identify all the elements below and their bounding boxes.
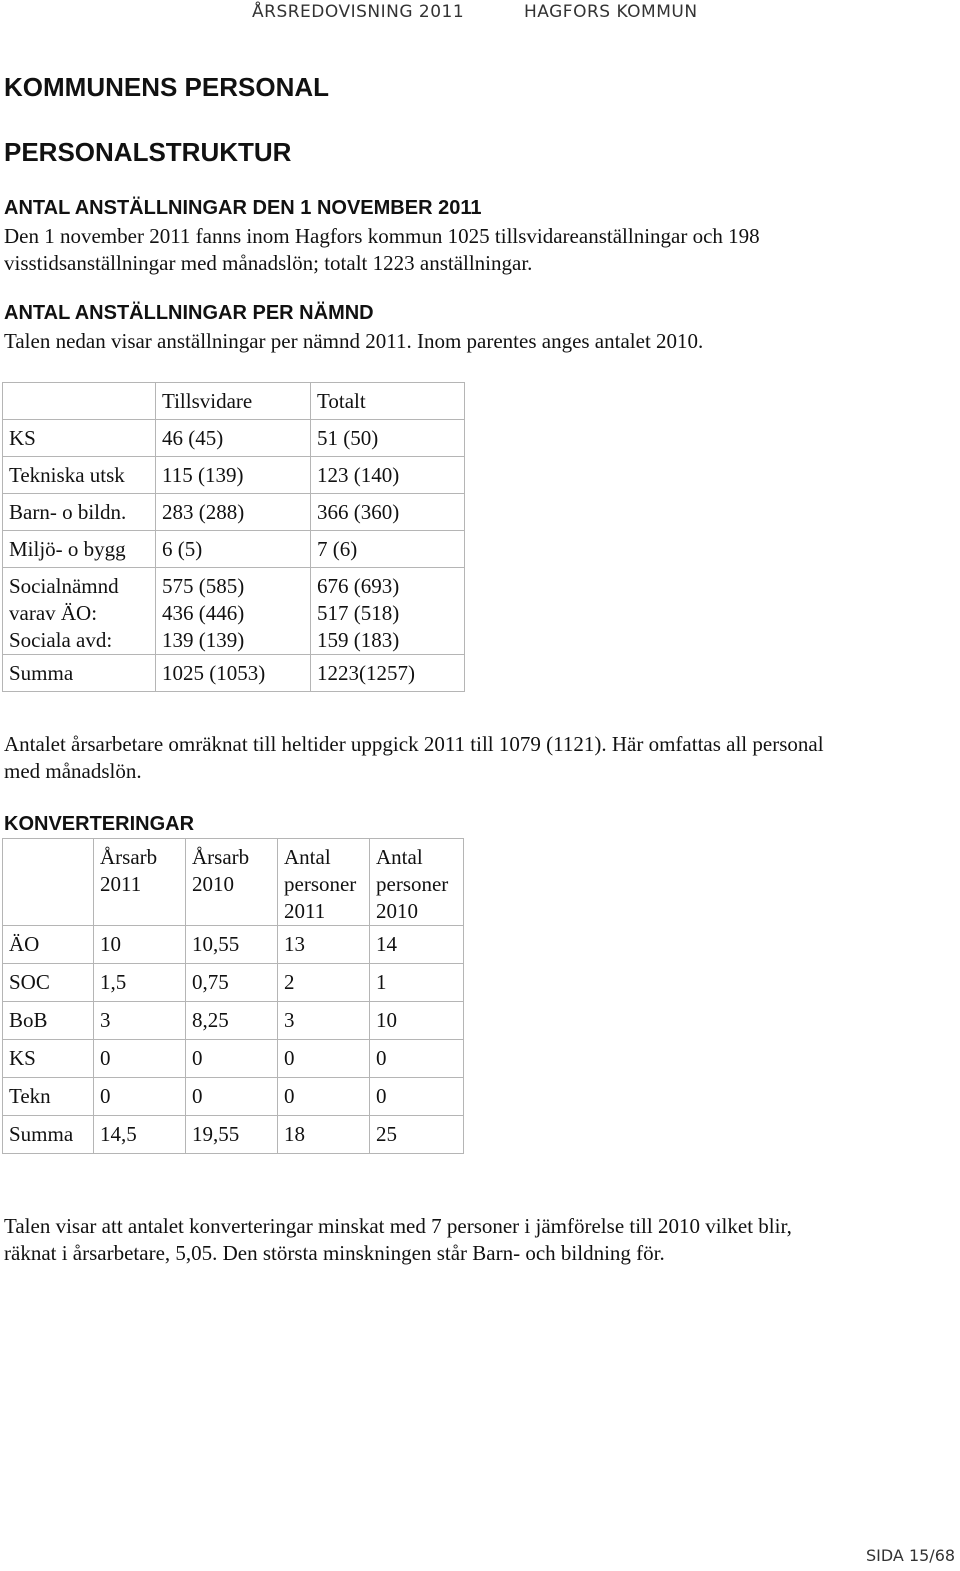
permanent-cell [156, 457, 311, 494]
cell-text: 0 [376, 1084, 387, 1108]
value-cell [186, 1078, 278, 1116]
table-row [3, 964, 464, 1002]
cell-text: 10 [376, 1008, 397, 1032]
table-row [3, 655, 465, 692]
cell-text: 1223(1257) [317, 661, 415, 685]
column-header [278, 839, 370, 926]
cell-text: ÄO [9, 932, 40, 956]
table-row [3, 926, 464, 964]
cell-text: 0 [192, 1084, 203, 1108]
column-header [94, 839, 186, 926]
column-header [186, 839, 278, 926]
page-number: SIDA 15/68 [866, 1546, 956, 1565]
value-cell [94, 1116, 186, 1154]
cell-text: 0 [376, 1046, 387, 1070]
running-header [0, 2, 960, 26]
column-header [156, 383, 311, 420]
cell-text: SOC [9, 970, 50, 994]
total-cell [311, 531, 465, 568]
column-header [3, 839, 94, 926]
value-cell [94, 926, 186, 964]
cell-text: 159 (183) [317, 628, 400, 652]
unit-cell [3, 1002, 94, 1040]
cell-text: personer [284, 872, 357, 896]
cell-text: Tillsvidare [162, 389, 253, 413]
table-header-row [3, 839, 464, 926]
value-cell [370, 1078, 464, 1116]
cell-text: 1025 (1053) [162, 661, 266, 685]
total-cell [311, 494, 465, 531]
cell-text: personer [376, 872, 449, 896]
cell-text: Årsarb [100, 845, 158, 869]
cell-text: 2011 [100, 872, 142, 896]
cell-text: 0 [192, 1046, 203, 1070]
cell-text: 13 [284, 932, 305, 956]
cell-text: Miljö- o bygg [9, 537, 126, 561]
column-header [311, 383, 465, 420]
conversions-table [2, 838, 464, 1154]
total-cell [311, 655, 465, 692]
cell-text: 3 [284, 1008, 295, 1032]
value-cell [370, 926, 464, 964]
employments-paragraph [4, 223, 944, 277]
paragraph-line: räknat i årsarbetare, 5,05. Den största minskningen står Barn- och bildning för. [4, 1241, 665, 1265]
committee-cell [3, 420, 156, 457]
committee-cell [3, 568, 156, 655]
cell-text: Tekn [9, 1084, 51, 1108]
value-cell [94, 964, 186, 1002]
value-cell [94, 1040, 186, 1078]
committee-cell [3, 494, 156, 531]
cell-text: 366 (360) [317, 500, 400, 524]
cell-text: 18 [284, 1122, 305, 1146]
cell-text: 6 (5) [162, 537, 203, 561]
table-row [3, 1078, 464, 1116]
cell-text: 517 (518) [317, 601, 400, 625]
cell-text: 139 (139) [162, 628, 245, 652]
value-cell [370, 964, 464, 1002]
unit-cell [3, 964, 94, 1002]
cell-text: 676 (693) [317, 574, 400, 598]
cell-text: 0 [100, 1046, 111, 1070]
cell-text: 7 (6) [317, 537, 358, 561]
cell-text: Sociala avd: [9, 628, 113, 652]
table-row [3, 420, 465, 457]
cell-text: 115 (139) [162, 463, 244, 487]
permanent-cell [156, 655, 311, 692]
cell-text: KS [9, 1046, 36, 1070]
unit-cell [3, 1116, 94, 1154]
cell-text: 436 (446) [162, 601, 245, 625]
permanent-cell [156, 568, 311, 655]
value-cell [278, 1040, 370, 1078]
cell-text: 0 [100, 1084, 111, 1108]
cell-text: varav ÄO: [9, 601, 98, 625]
paragraph-line: med månadslön. [4, 759, 142, 783]
page-title: KOMMUNENS PERSONAL [4, 72, 330, 102]
cell-text: 575 (585) [162, 574, 245, 598]
permanent-cell [156, 531, 311, 568]
cell-text: 123 (140) [317, 463, 400, 487]
value-cell [370, 1116, 464, 1154]
cell-text: 10,55 [192, 932, 240, 956]
total-cell [311, 457, 465, 494]
column-header [370, 839, 464, 926]
value-cell [370, 1002, 464, 1040]
value-cell [278, 964, 370, 1002]
cell-text: 19,55 [192, 1122, 240, 1146]
cell-text: 2010 [192, 872, 234, 896]
value-cell [186, 964, 278, 1002]
cell-text: 10 [100, 932, 121, 956]
cell-text: 0,75 [192, 970, 229, 994]
column-header [3, 383, 156, 420]
cell-text: 2011 [284, 899, 326, 923]
municipality-name: HAGFORS KOMMUN [524, 2, 698, 22]
table-row [3, 494, 465, 531]
report-title: ÅRSREDOVISNING 2011 [252, 2, 465, 22]
value-cell [186, 926, 278, 964]
cell-text: Barn- o bildn. [9, 500, 127, 524]
value-cell [186, 1116, 278, 1154]
cell-text: 51 (50) [317, 426, 379, 450]
unit-cell [3, 1078, 94, 1116]
cell-text: 46 (45) [162, 426, 224, 450]
cell-text: 1,5 [100, 970, 127, 994]
table-row [3, 568, 465, 655]
value-cell [370, 1040, 464, 1078]
value-cell [278, 926, 370, 964]
committee-cell [3, 457, 156, 494]
value-cell [94, 1002, 186, 1040]
cell-text: 2 [284, 970, 295, 994]
paragraph-line: Den 1 november 2011 fanns inom Hagfors kommun 1025 tillsvidareanställningar och 198 [4, 224, 760, 248]
cell-text: Årsarb [192, 845, 250, 869]
value-cell [278, 1078, 370, 1116]
value-cell [278, 1002, 370, 1040]
page-subtitle: PERSONALSTRUKTUR [4, 137, 292, 167]
fte-paragraph [4, 731, 944, 785]
per-committee-intro [4, 328, 944, 355]
paragraph-line: Talen nedan visar anställningar per nämnd 2011. Inom parentes anges antalet 2010. [4, 329, 704, 353]
paragraph-line: visstidsanställningar med månadslön; totalt 1223 anställningar. [4, 251, 533, 275]
total-cell [311, 568, 465, 655]
cell-text: 14,5 [100, 1122, 137, 1146]
paragraph-line: Talen visar att antalet konverteringar minskat med 7 personer i jämförelse till 2010 vilket blir, [4, 1214, 792, 1238]
cell-text: Antal [376, 845, 423, 869]
committee-cell [3, 531, 156, 568]
committee-cell [3, 655, 156, 692]
table-row [3, 531, 465, 568]
cell-text: Summa [9, 661, 74, 685]
value-cell [186, 1002, 278, 1040]
cell-text: Tekniska utsk [9, 463, 125, 487]
table-row [3, 1116, 464, 1154]
paragraph-line: Antalet årsarbetare omräknat till heltider uppgick 2011 till 1079 (1121). Här omfattas all personal [4, 732, 824, 756]
cell-text: 0 [284, 1046, 295, 1070]
cell-text: 14 [376, 932, 397, 956]
cell-text: Summa [9, 1122, 74, 1146]
cell-text: 283 (288) [162, 500, 245, 524]
staff-per-committee-table [2, 382, 465, 692]
table-header-row [3, 383, 465, 420]
cell-text: 3 [100, 1008, 111, 1032]
cell-text: Socialnämnd [9, 574, 119, 598]
cell-text: 25 [376, 1122, 397, 1146]
conversions-paragraph [4, 1213, 944, 1267]
cell-text: Totalt [317, 389, 366, 413]
value-cell [94, 1078, 186, 1116]
table-row [3, 1040, 464, 1078]
section-heading-conversions: KONVERTERINGAR [4, 813, 195, 835]
cell-text: 0 [284, 1084, 295, 1108]
cell-text: 8,25 [192, 1008, 229, 1032]
total-cell [311, 420, 465, 457]
value-cell [278, 1116, 370, 1154]
cell-text: BoB [9, 1008, 48, 1032]
cell-text: Antal [284, 845, 331, 869]
unit-cell [3, 1040, 94, 1078]
unit-cell [3, 926, 94, 964]
permanent-cell [156, 420, 311, 457]
cell-text: KS [9, 426, 36, 450]
section-heading-per-committee: ANTAL ANSTÄLLNINGAR PER NÄMND [4, 302, 374, 324]
value-cell [186, 1040, 278, 1078]
table-row [3, 1002, 464, 1040]
cell-text: 1 [376, 970, 387, 994]
cell-text: 2010 [376, 899, 418, 923]
permanent-cell [156, 494, 311, 531]
section-heading-employments: ANTAL ANSTÄLLNINGAR DEN 1 NOVEMBER 2011 [4, 197, 482, 219]
table-row [3, 457, 465, 494]
